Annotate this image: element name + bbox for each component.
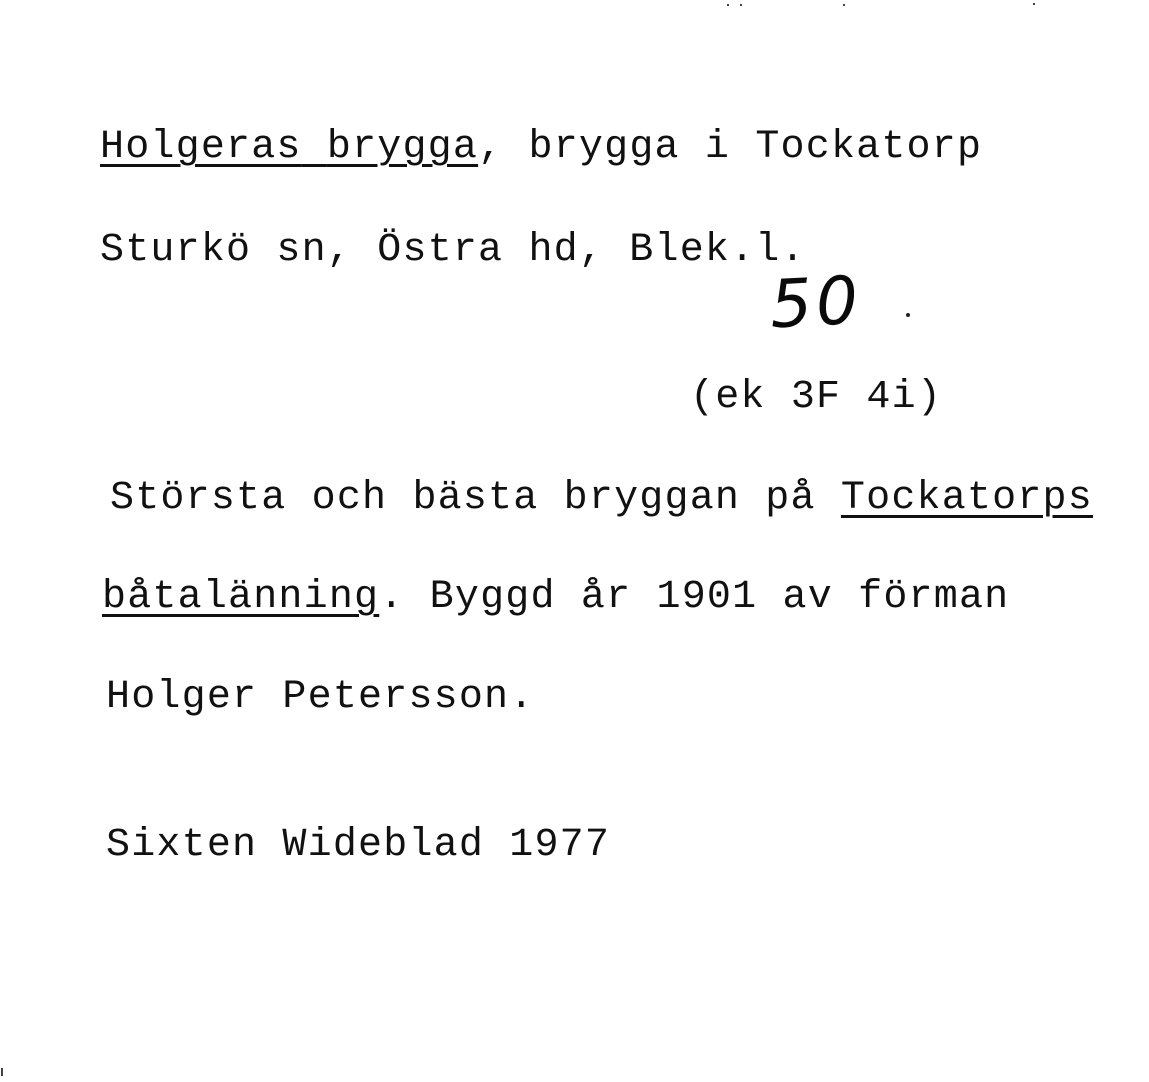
scan-speck (727, 4, 729, 6)
description-line-1 (110, 476, 1093, 521)
place-description: , brygga i Tockatorp (478, 125, 983, 170)
handwritten-dot (906, 313, 910, 317)
scan-speck (740, 4, 742, 6)
description-line-2 (102, 575, 1010, 620)
card-title-line (100, 125, 983, 170)
parish-line: Sturkö sn, Östra hd, Blek.l. (100, 228, 806, 273)
place-name (100, 125, 478, 170)
description-line-3: Holger Petersson. (106, 675, 535, 720)
place-name-part-2: brygga (326, 125, 479, 170)
description-text: . Byggd år 1901 av förman (379, 575, 1010, 620)
scan-speck (1, 1068, 3, 1076)
underlined-term: Tockatorps (840, 476, 1093, 521)
author-signature-line: Sixten Wideblad 1977 (106, 823, 611, 868)
description-text: Största och bästa bryggan på (110, 476, 841, 521)
handwritten-number: 50 (768, 261, 864, 344)
scan-speck (843, 4, 845, 6)
scan-speck (1033, 3, 1035, 5)
place-name-part-1: Holgeras (100, 125, 302, 170)
underlined-term: båtalänning (102, 575, 380, 620)
map-reference: (ek 3F 4i) (690, 375, 943, 420)
